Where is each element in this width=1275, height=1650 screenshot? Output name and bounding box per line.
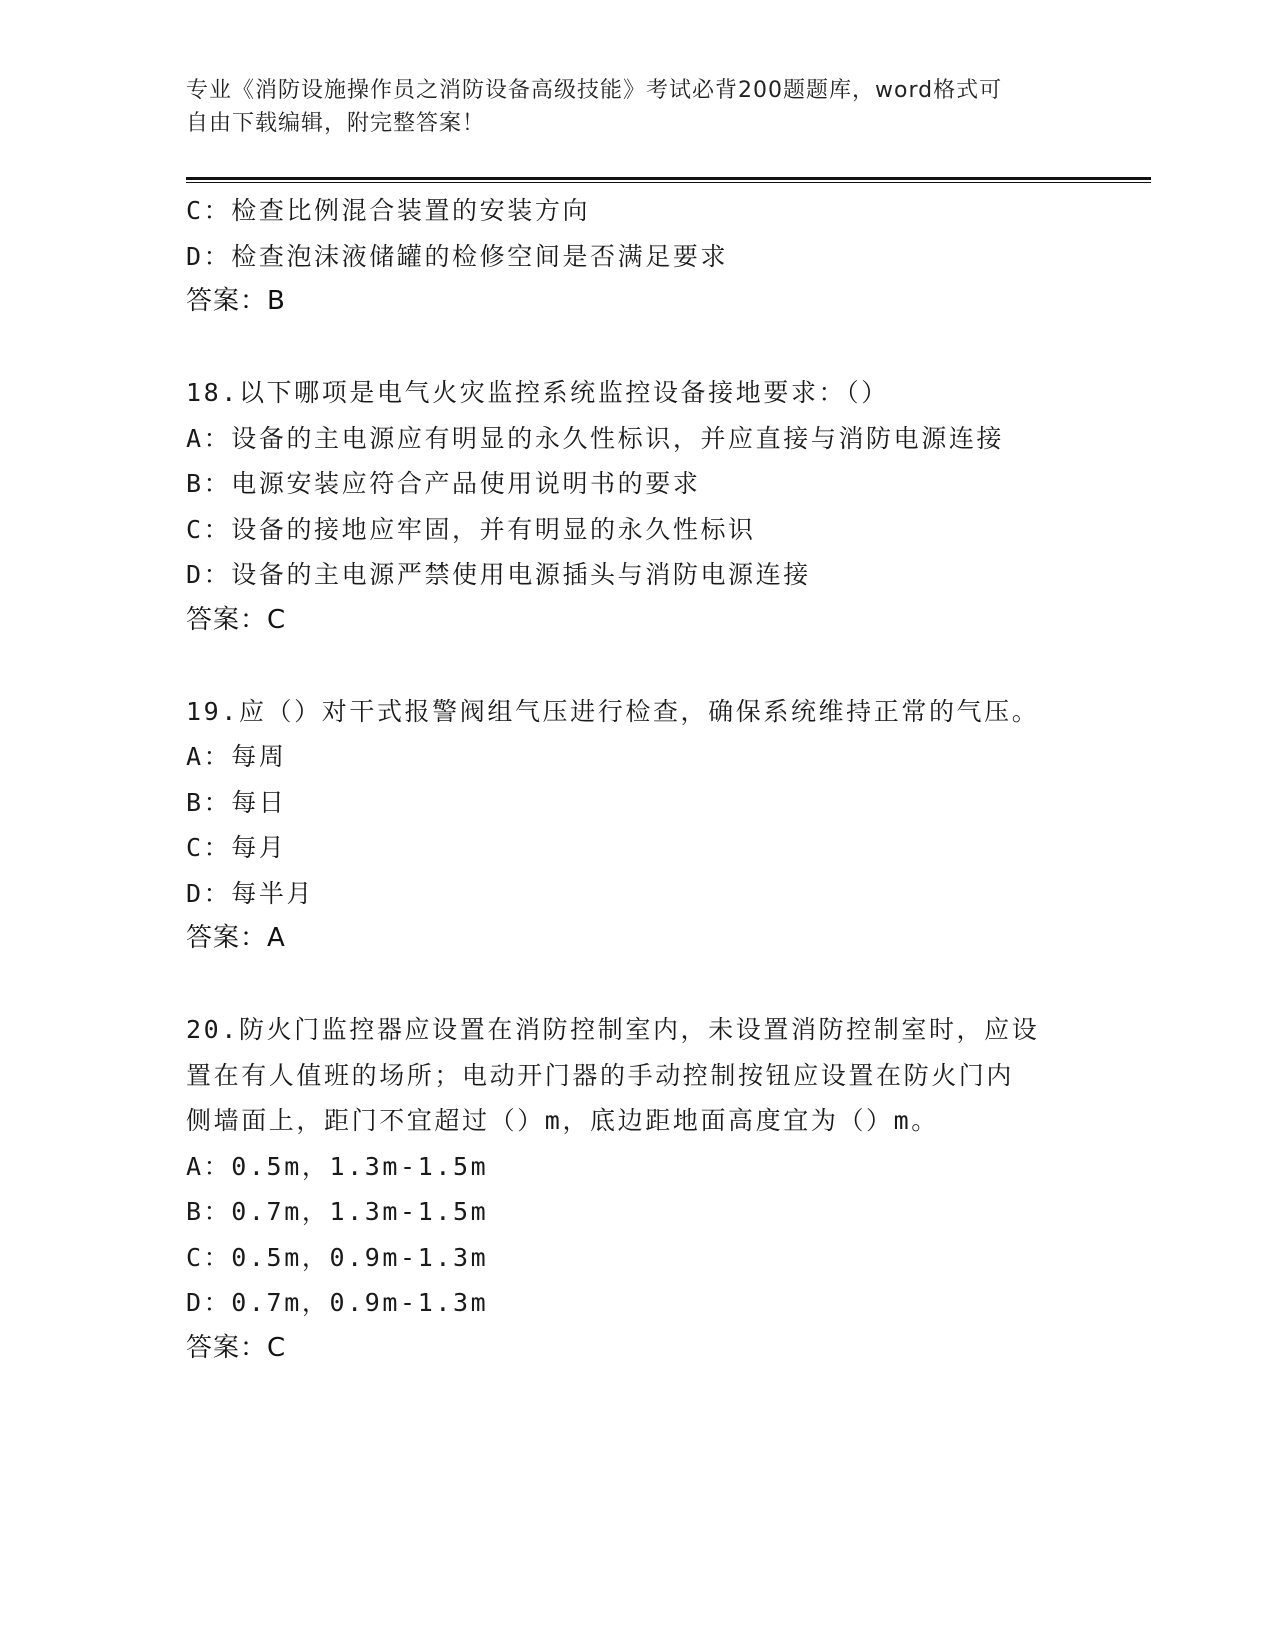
- option-c: C：检查比例混合装置的安装方向: [186, 196, 591, 225]
- answer: 答案：C: [186, 1332, 287, 1363]
- question-text-line-1: 20.防火门监控器应设置在消防控制室内，未设置消防控制室时，应设: [186, 1015, 1040, 1044]
- option-c: C：0.5m，0.9m-1.3m: [186, 1242, 489, 1272]
- option-d: D：设备的主电源严禁使用电源插头与消防电源连接: [186, 560, 811, 589]
- option-a: A：设备的主电源应有明显的永久性标识，并应直接与消防电源连接: [186, 423, 1005, 453]
- question-text-line-2: 置在有人值班的场所；电动开门器的手动控制按钮应设置在防火门内: [186, 1060, 1015, 1090]
- question-17-tail: [186, 188, 1086, 325]
- answer: 答案：C: [186, 604, 287, 635]
- option-d: D：检查泡沫液储罐的检修空间是否满足要求: [186, 241, 729, 271]
- spacer: [186, 643, 1086, 689]
- option-c: C：设备的接地应牢固，并有明显的永久性标识: [186, 514, 756, 544]
- option-b: B：0.7m，1.3m-1.5m: [186, 1197, 489, 1226]
- question-19: [186, 689, 1086, 962]
- option-d: D：每半月: [186, 878, 315, 908]
- option-a: A：每周: [186, 742, 287, 771]
- option-c: C：每月: [186, 833, 287, 862]
- option-d: D：0.7m，0.9m-1.3m: [186, 1288, 489, 1317]
- header-line-2: 自由下载编辑，附完整答案！: [186, 111, 486, 136]
- question-20: [186, 1007, 1086, 1371]
- spacer: [186, 325, 1086, 371]
- document-header: [186, 74, 1086, 140]
- option-b: B：电源安装应符合产品使用说明书的要求: [186, 469, 701, 498]
- question-text: 18.以下哪项是电气火灾监控系统监控设备接地要求：（）: [186, 378, 889, 407]
- option-a: A：0.5m，1.3m-1.5m: [186, 1151, 489, 1181]
- answer: 答案：A: [186, 923, 286, 953]
- question-18: [186, 370, 1086, 643]
- answer: 答案：B: [186, 286, 286, 316]
- option-b: B：每日: [186, 787, 287, 817]
- header-line-1: 专业《消防设施操作员之消防设备高级技能》考试必背200题题库，word格式可: [186, 78, 1003, 103]
- spacer: [186, 962, 1086, 1008]
- header-divider-thin: [186, 182, 1151, 183]
- header-divider-thick: [186, 177, 1151, 180]
- question-text: 19.应（）对干式报警阀组气压进行检查，确保系统维持正常的气压。: [186, 696, 1040, 726]
- question-text-line-3: 侧墙面上，距门不宜超过（）m，底边距地面高度宜为（）m。: [186, 1106, 939, 1135]
- document-body: [186, 188, 1086, 1371]
